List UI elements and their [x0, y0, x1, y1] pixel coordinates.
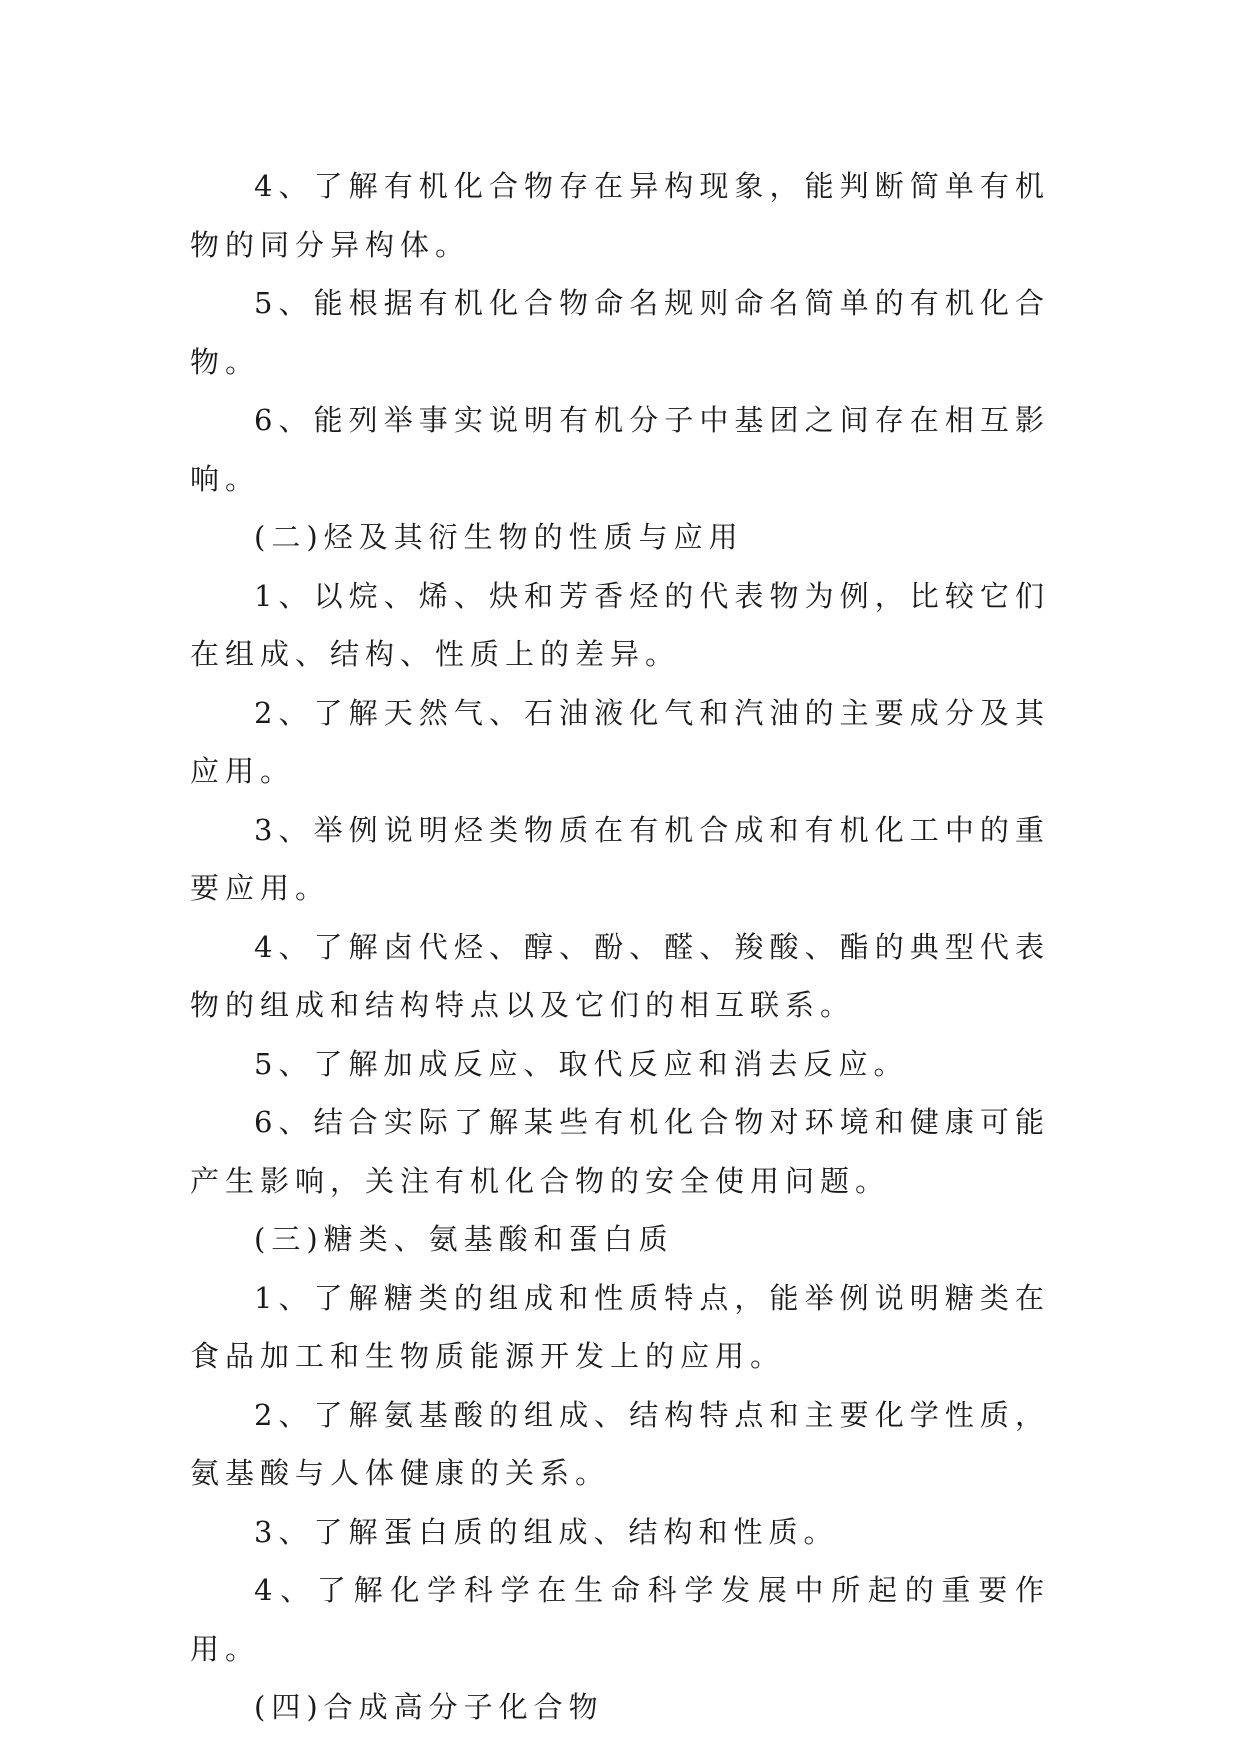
section-heading: (二)烃及其衍生物的性质与应用 — [254, 520, 744, 554]
paragraph-item: 1、了解糖类的组成和性质特点，能举例说明糖类在食品加工和生物质能源开发上的应用。 — [190, 1280, 1050, 1373]
paragraph-item: 2、了解氨基酸的组成、结构特点和主要化学性质，氨基酸与人体健康的关系。 — [190, 1397, 1050, 1490]
paragraph-item: 5、了解加成反应、取代反应和消去反应。 — [254, 1046, 909, 1081]
section-heading: (三)糖类、氨基酸和蛋白质 — [254, 1222, 674, 1256]
document-body — [190, 157, 1050, 1737]
paragraph-item: 6、结合实际了解某些有机化合物对环境和健康可能产生影响，关注有机化合物的安全使用问题。 — [190, 1105, 1050, 1198]
paragraph-item: 5、能根据有机化合物命名规则命名简单的有机化合物。 — [190, 286, 1050, 379]
paragraph-item: 1、以烷、烯、炔和芳香烃的代表物为例，比较它们在组成、结构、性质上的差异。 — [190, 578, 1050, 671]
paragraph-item: 4、了解化学科学在生命科学发展中所起的重要作用。 — [190, 1573, 1050, 1666]
paragraph-item: 2、了解天然气、石油液化气和汽油的主要成分及其应用。 — [190, 695, 1050, 788]
paragraph-item: 3、了解蛋白质的组成、结构和性质。 — [254, 1514, 839, 1549]
paragraph-item: 4、了解卤代烃、醇、酚、醛、羧酸、酯的典型代表物的组成和结构特点以及它们的相互联系。 — [190, 929, 1050, 1022]
paragraph-item: 6、能列举事实说明有机分子中基团之间存在相互影响。 — [190, 403, 1050, 496]
paragraph-item: 3、举例说明烃类物质在有机合成和有机化工中的重要应用。 — [190, 812, 1050, 905]
section-heading: (四)合成高分子化合物 — [254, 1690, 604, 1724]
paragraph-item: 4、了解有机化合物存在异构现象，能判断简单有机物的同分异构体。 — [190, 169, 1050, 262]
